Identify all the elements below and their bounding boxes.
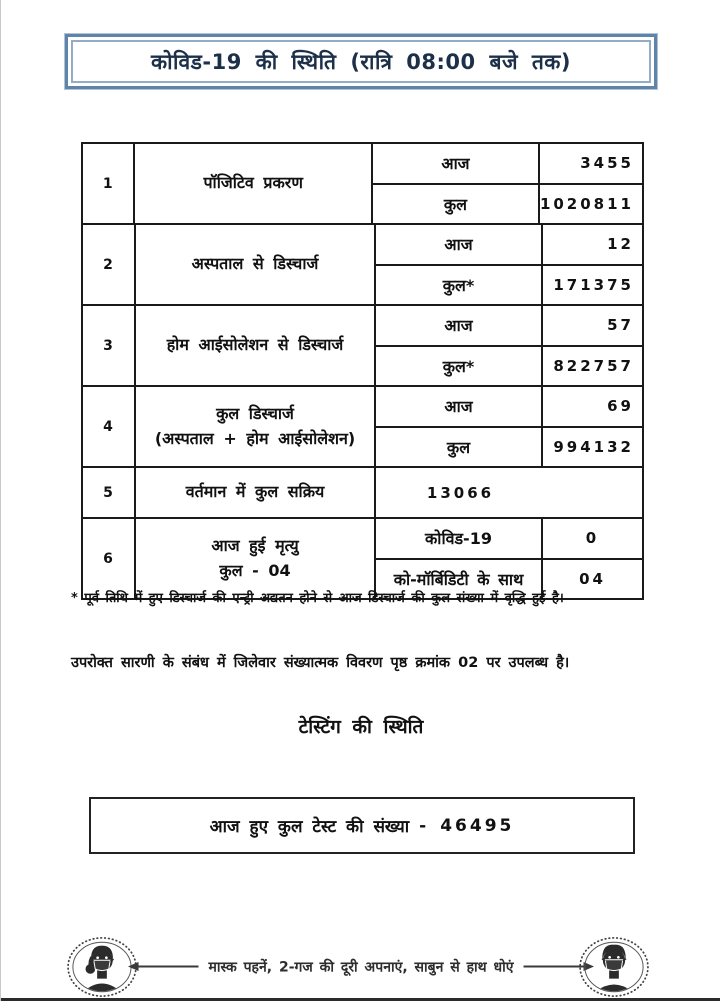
metric-row — [376, 519, 642, 560]
footer-advisory — [1, 934, 720, 1000]
description-line: कुल - 04 — [219, 561, 291, 580]
row-number-cell: 3 — [83, 306, 136, 385]
description-line: कुल डिस्चार्ज — [216, 403, 294, 423]
metric-row — [376, 347, 642, 386]
metric-label: कुल — [376, 428, 543, 467]
metric-value: 57 — [607, 316, 634, 335]
test-count-value: 46495 — [440, 815, 515, 836]
row-metrics — [376, 225, 642, 304]
title-box — [65, 34, 657, 89]
metric-value: 69 — [607, 397, 634, 416]
table-row — [83, 144, 642, 225]
metric-label: आज — [373, 144, 540, 183]
metric-value: 12 — [607, 235, 634, 254]
metric-row — [376, 266, 642, 305]
masked-man-icon — [577, 935, 651, 1001]
metric-value: 0 — [585, 529, 600, 548]
description-line: (अस्पताल + होम आईसोलेशन) — [154, 429, 356, 448]
metric-label: को-मॉर्बिडिटी के साथ — [376, 560, 543, 599]
row-description — [136, 387, 376, 466]
metric-value: 171375 — [553, 275, 634, 294]
description-line: अस्पताल से डिस्चार्ज — [191, 254, 319, 274]
title-inner-frame — [71, 40, 651, 83]
row-description — [136, 468, 376, 517]
metric-row — [376, 387, 642, 428]
footer-message: मास्क पहनें, 2-गज की दूरी अपनाएं, साबुन से हाथ धोएं — [208, 959, 514, 976]
test-count-separator: - — [419, 815, 427, 836]
metric-row — [376, 225, 642, 266]
description-line: होम आईसोलेशन से डिस्चार्ज — [166, 335, 344, 355]
description-line: पॉजिटिव प्रकरण — [203, 173, 303, 193]
row-number-cell: 4 — [83, 387, 136, 466]
metric-row — [373, 185, 642, 224]
metric-label: आज — [376, 225, 543, 264]
metric-label: कुल* — [376, 347, 543, 386]
metric-label: कुल — [373, 185, 540, 224]
row-description — [136, 306, 376, 385]
row-metrics — [376, 519, 642, 598]
metric-label: कुल* — [376, 266, 543, 305]
table-row — [83, 306, 642, 387]
description-line: आज हुई मृत्यु — [211, 535, 299, 555]
table-row — [83, 468, 642, 519]
row-number-cell: 1 — [83, 144, 135, 223]
test-count-label: आज हुए कुल टेस्ट की संख्या — [209, 817, 410, 837]
metric-row — [373, 144, 642, 185]
metric-label: कोविड-19 — [376, 519, 543, 558]
test-count-box — [89, 797, 635, 854]
district-note-text: उपरोक्त सारणी के संबंध में जिलेवार संख्यात्मक विवरण पृष्ठ क्रमांक 02 पर उपलब्ध है। — [71, 655, 570, 671]
table-row — [83, 519, 642, 598]
metric-value: 994132 — [553, 437, 634, 456]
row-number-cell: 2 — [83, 225, 136, 304]
row-metrics — [373, 144, 642, 223]
description-line: वर्तमान में कुल सक्रिय — [185, 482, 325, 502]
metric-row — [376, 306, 642, 347]
page-title: कोविड-19 की स्थिति (रात्रि 08:00 बजे तक) — [150, 49, 572, 74]
row-metrics — [376, 387, 642, 466]
row-number-cell: 6 — [83, 519, 136, 598]
testing-heading: टेस्टिंग की स्थिति — [298, 716, 424, 738]
metric-label: आज — [376, 387, 543, 426]
metric-value: 04 — [579, 569, 606, 588]
merged-value-cell — [376, 468, 642, 517]
row-metrics — [376, 468, 642, 517]
row-description — [136, 225, 376, 304]
row-number-cell: 5 — [83, 468, 136, 517]
metric-value: 822757 — [553, 356, 634, 375]
metric-row — [376, 428, 642, 467]
row-description — [136, 519, 376, 598]
row-description — [135, 144, 373, 223]
row-metrics — [376, 306, 642, 385]
table-row — [83, 387, 642, 468]
table-row — [83, 225, 642, 306]
footer-message-row — [127, 958, 596, 977]
metric-value: 3455 — [580, 154, 634, 173]
metric-label: आज — [376, 306, 543, 345]
covid-status-table — [81, 142, 644, 600]
metric-value: 13066 — [426, 483, 495, 502]
footnote-text: * पूर्व तिथि में हुए डिस्चार्ज की एन्ट्री अद्यतन होने से आज डिस्चार्ज की कुल संख्या में वृद्धि हुई है। — [71, 591, 564, 606]
left-arrow-icon — [127, 958, 199, 977]
metric-value: 1020811 — [539, 194, 634, 213]
